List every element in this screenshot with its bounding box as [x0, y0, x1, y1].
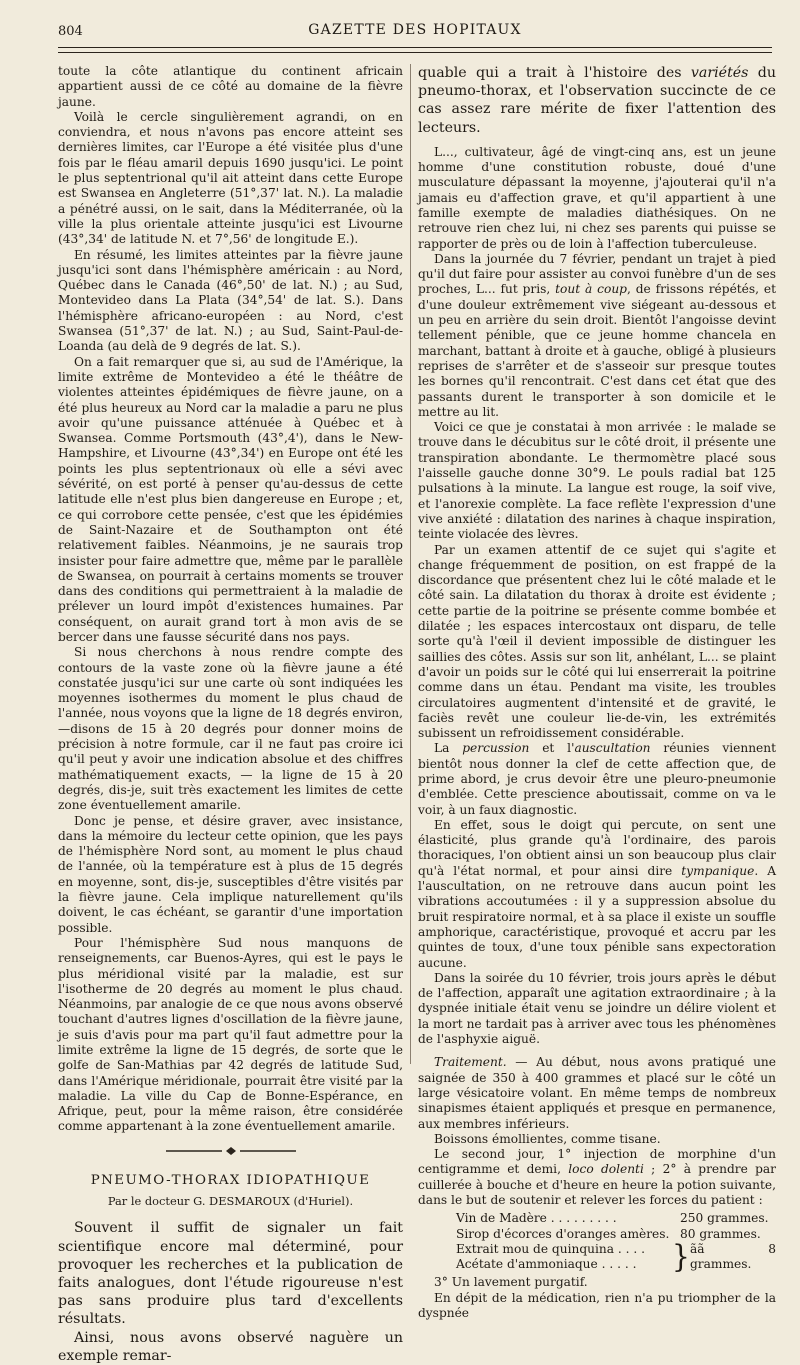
paragraph: En effet, sous le doigt qui percute, on sent une élasticité, plus grande qu'à l'ordinaire, des parois thoraciques, l'on obtient ainsi un son beaucoup plus clair qu'à l'état normal, et pour ainsi dire tympanique. A l'auscultation, on ne retrouve dans aucun point les vibrations accoutumées : il y a suppression absolue du bruit respiratoire normal, et à sa place il existe un souffle amphorique, caractéristique, provoqué et accru par les quintes de toux, d'une toux pénible sans expectoration aucune. — [418, 817, 776, 970]
formula-quantity: ãã 8 grammes. — [690, 1241, 776, 1272]
paragraph: Voilà le cercle singulièrement agrandi, on en conviendra, et nous n'avons pas encore atteint ses dernières limites, car l'Europe a été visitée plus d'une fois par le fléau amaril depuis 1690 jusqu'ici. Le point le plus septentrional qu'il ait atteint dans cette Europe est Swansea en Angleterre (51°,37' lat. N.). La maladie a pénétré aussi, on le sait, dans la Méditerranée, où la ville la plus orientale atteinte jusqu'ici est Livourne (43°,34' de latitude N. et 7°,56' de longitude E.). — [58, 109, 403, 247]
paragraph: toute la côte atlantique du continent africain appartient aussi de ce côté au domaine de la fièvre jaune. — [58, 64, 403, 109]
formula-brace-group — [418, 1238, 776, 1275]
paragraph: Dans la journée du 7 février, pendant un trajet à pied qu'il dut faire pour assister au convoi funèbre d'un de ses proches, L... fut pris, tout à coup, de frissons répétés, et d'une douleur extrêmement vive siégeant au-dessous et un peu en arrière du sein droit. Bientôt l'angoisse devint tellement pénible, que ce jeune homme chancela en marchant, battant à droite et à gauche, obligé à plusieurs reprises de s'arrêter et de s'asseoir sur presque toutes les bornes qu'il rencontrait. C'est dans cet état que des passants durent le transporter à son domicile et le mettre au lit. — [418, 251, 777, 419]
formula-row: Sirop d'écorces d'oranges amères. 80 grammes. — [456, 1226, 761, 1241]
paragraph: Dans la soirée du 10 février, trois jours après le début de l'affection, apparaît une agitation extraordinaire ; à la dyspnée initiale était venu se joindre un délire violent et la mort ne tardait pas à arriver avec tous les phénomènes de l'asphyxie aiguë. — [418, 970, 776, 1047]
paragraph: Boissons émollientes, comme tisane. — [434, 1131, 661, 1146]
paragraph: Voici ce que je constatai à mon arrivée : le malade se trouve dans le décubitus sur le côté droit, il présente une transpiration abondante. Le thermomètre placé sous l'aisselle gauche donne 30°9. Le pouls radial bat 125 pulsations à la minute. La langue est rouge, la soif vive, et l'anorexie complète. La face reflète l'expression d'une vive anxiété : dilatation des narines à chaque inspiration, teinte violacée des lèvres. — [418, 420, 776, 542]
prescription-formula — [418, 1211, 776, 1275]
section-ornament-divider — [58, 1145, 403, 1155]
paragraph: En dépit de la médication, rien n'a pu triompher de la dyspnée — [418, 1290, 776, 1321]
column-divider — [410, 64, 411, 1064]
paragraph: Souvent il suffit de signaler un fait scientifique encore mal déterminé, pour provoquer les recherches et la publication de faits analogues, dont l'étude rigoureuse n'est pas sans produire plus tard d'excellents résultats. — [58, 1220, 403, 1328]
paragraph: Ainsi, nous avons observé naguère un exemple remar- — [58, 1329, 403, 1364]
paragraph: Si nous cherchons à nous rendre compte des contours de la vaste zone où la fièvre jaune a été constatée jusqu'ici sur une carte où sont indiquées les moyennes isothermes du moment le plus chaud de l'année, nous voyons que la ligne de 18 degrés environ,—disons de 15 à 20 degrés pour donner moins de précision à notre formule, car il ne faut pas croire ici qu'il peut y avoir une indication absolue et des chiffres mathématiquement exacts, — la ligne de 15 à 20 degrés, dis-je, suit très exactement les limites de cette zone éventuellement amarile. — [58, 645, 403, 813]
ornament-rule-icon — [166, 1146, 296, 1156]
paragraph: 3° Un lavement purgatif. — [434, 1275, 588, 1290]
header-double-rule — [58, 47, 772, 53]
article-title: PNEUMO-THORAX IDIOPATHIQUE — [90, 1172, 371, 1188]
paragraph: quable qui a trait à l'histoire des variétés du pneumo-thorax, et l'observation succincte de ce cas assez rare mérite de fixer l'attention des lecteurs. — [418, 65, 776, 136]
page-number: 804 — [58, 24, 83, 39]
formula-row: Vin de Madère . . . . . . . . . 250 grammes. — [456, 1211, 769, 1226]
article-byline: Par le docteur G. DESMAROUX (d'Huriel). — [107, 1194, 354, 1209]
running-head: GAZETTE DES HOPITAUX — [308, 22, 522, 38]
formula-row: Extrait mou de quinquina . . . . — [456, 1241, 645, 1256]
paragraph: Donc je pense, et désire graver, avec insistance, dans la mémoire du lecteur cette opinion, que les pays de l'hémisphère Nord sont, au moment le plus chaud de l'année, où la température est à plus de 15 degrés en moyenne, sont, dis-je, susceptibles d'être visités par la fièvre jaune. Cela implique naturellement qu'ils doivent, le cas échéant, se garantir d'une importation possible. — [58, 813, 403, 935]
paragraph: Pour l'hémisphère Sud nous manquons de renseignements, car Buenos-Ayres, qui est le pays le plus méridional visité par la maladie, est sur l'isotherme de 20 degrés au moment le plus chaud. Néanmoins, par analogie de ce que nous avons observé touchant d'autres lignes d'oscillation de la fièvre jaune, je suis d'avis pour ma part qu'il faut admettre pour la limite extrême la ligne de 15 degrés, de sorte que le golfe de San-Mathias par 42 degrés de latitude Sud, dans l'Amérique méridionale, pourrait être visité par la maladie. La ville du Cap de Bonne-Espérance, en Afrique, peut, pour la même raison, être considérée comme appartenant à la zone éventuellement amarile. — [58, 935, 403, 1134]
paragraph: En résumé, les limites atteintes par la fièvre jaune jusqu'ici sont dans l'hémisphère américain : au Nord, Québec dans le Canada (46°,50' de lat. N.) ; au Sud, Montevideo dans La Plata (34°,54' de lat. S.). Dans l'hémisphère africano-européen : au Nord, c'est Swansea (51°,37' de lat. N.) ; au Sud, Saint-Paul-de-Loanda (au delà de 9 degrés de lat. S.). — [58, 247, 403, 354]
paragraph: La percussion et l'auscultation réunies viennent bientôt nous donner la clef de cette affection que, de prime abord, je crus devoir être une pleuro-pneumonie d'emblée. Cette prescience aboutissait, comme on va le voir, à un faux diagnostic. — [418, 741, 777, 817]
right-column — [418, 64, 776, 1321]
page-header — [58, 22, 772, 44]
paragraph: Le second jour, 1° injection de morphine d'un centigramme et demi, loco dolenti ; 2° à prendre par cuillerée à bouche et d'heure en heure la potion suivante, dans le but de soutenir et relever les forces du patient : — [418, 1147, 776, 1207]
left-column — [58, 64, 403, 1365]
formula-row: Acétate d'ammoniaque . . . . . — [456, 1257, 637, 1272]
paragraph: L..., cultivateur, âgé de vingt-cinq ans, est un jeune homme d'une constitution robuste, doué d'une musculature dépassant la moyenne, j'ajouterai qu'il n'a jamais eu d'affection grave, et qu'il appartient à une famille exempte de maladies diathésiques. On ne retrouve rien chez lui, ni chez ses parents qui puisse se rapporter de près ou de loin à l'affection tuberculeuse. — [418, 144, 776, 251]
paragraph: Traitement. — Au début, nous avons pratiqué une saignée de 350 à 400 grammes et placé sur le côté un large vésicatoire volant. En même temps de nombreux sinapismes étaient appliqués et presque en permanence, aux membres inférieurs. — [418, 1055, 776, 1131]
right-brace-icon: } — [672, 1238, 690, 1275]
paragraph: Par un examen attentif de ce sujet qui s'agite et change fréquemment de position, on est frappé de la discordance que présentent chez lui le côté malade et le côté sain. La dilatation du thorax à droite est évidente ; cette partie de la poitrine se présente comme bombée et dilatée ; les espaces intercostaux ont disparu, de telle sorte qu'à l'œil il devient impossible de distinguer les saillies des côtes. Assis sur son lit, anhélant, L... se plaint d'avoir un poids sur le côté qui lui enserrerait la poitrine comme dans un étau. Pendant ma visite, les troubles circulatoires augmentent d'intensité et de gravité, le faciès revêt une couleur lie-de-vin, les extrémités subissent un refroidissement considérable. — [418, 542, 776, 741]
paragraph: On a fait remarquer que si, au sud de l'Amérique, la limite extrême de Montevideo a été le théâtre de violentes atteintes épidémiques de fièvre jaune, on a été plus heureux au Nord car la maladie a paru ne plus avoir qu'une puissance atténuée à Québec et à Swansea. Comme Portsmouth (43°,4'), dans le New-Hampshire, et Livourne (43°,34') en Europe ont été les points les plus septentrionaux où elle a sévi avec sévérité, on est porté à penser qu'au-dessus de cette latitude elle n'est plus bien dangereuse en Europe ; et, ce qui corrobore cette pensée, c'est que les épidémies de Saint-Nazaire et de Southampton ont été relativement faibles. Néanmoins, je ne saurais trop insister pour faire admettre que, même par le parallèle de Swansea, on pourrait à certains moments se trouver dans des conditions qui permettraient à la maladie de prélever un lourd impôt d'existences humaines. Par conséquent, on aurait grand tort à mon avis de se bercer dans une fausse sécurité dans nos pays. — [58, 354, 403, 644]
